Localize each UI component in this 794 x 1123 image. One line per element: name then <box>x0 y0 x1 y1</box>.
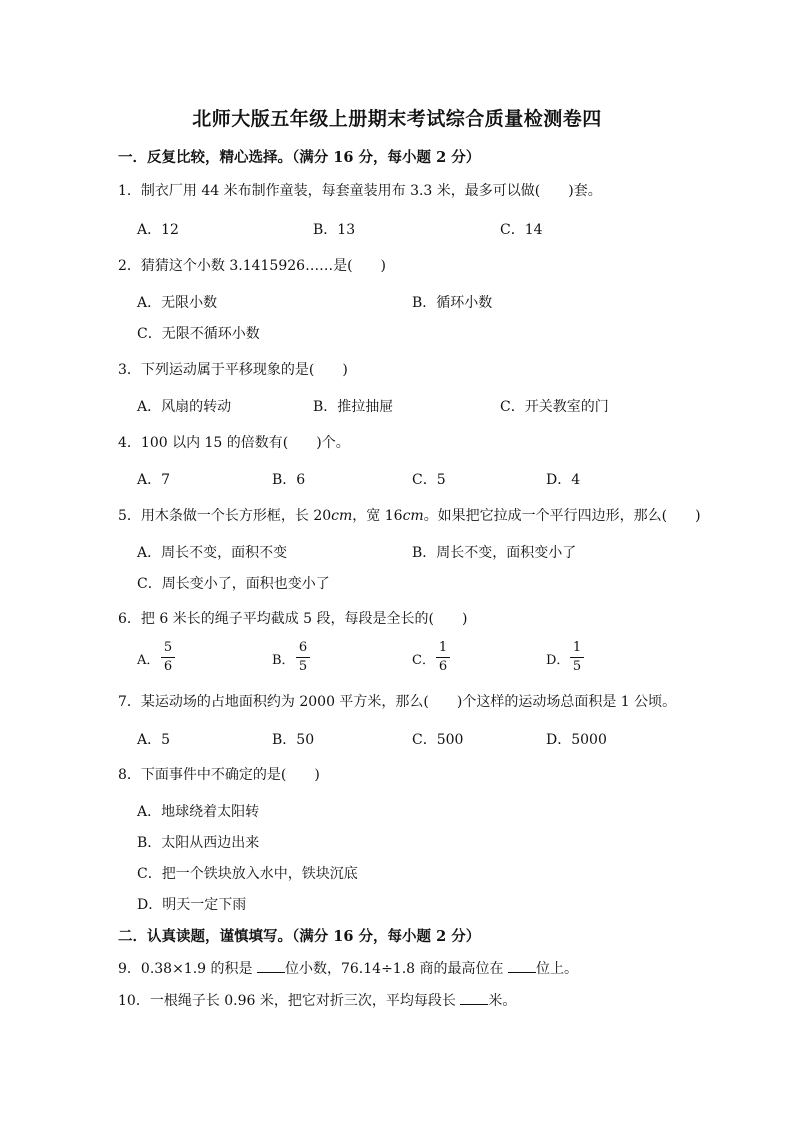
page-title: 北师大版五年级上册期末考试综合质量检测卷四 <box>192 108 602 130</box>
q1-option-a: A．12 <box>137 222 179 238</box>
question-2: 2．猜猜这个小数 3.1415926……是( ) <box>118 258 386 274</box>
q4-option-a: A．7 <box>137 472 171 488</box>
unit-cm: cm <box>402 508 424 524</box>
question-5: 5．用木条做一个长方形框，长 20cm，宽 16cm。如果把它拉成一个平行四边形，那么( ) <box>118 508 701 524</box>
q5-option-c: C．周长变小了，面积也变小了 <box>137 576 330 592</box>
q4-option-c: C．5 <box>412 472 446 488</box>
q8-option-c: C．把一个铁块放入水中，铁块沉底 <box>137 866 358 882</box>
q1-option-b: B．13 <box>313 222 356 238</box>
q2-option-c: C．无限不循环小数 <box>137 326 260 342</box>
q7-option-d: D．5000 <box>546 732 607 748</box>
q3-option-b: B．推拉抽屉 <box>313 399 394 415</box>
q8-option-d: D．明天一定下雨 <box>137 897 247 913</box>
exam-page: 北师大版五年级上册期末考试综合质量检测卷四 一．反复比较，精心选择。（满分 16 分，每小题 2 分） 1．制衣厂用 44 米布制作童装，每套童装用布 3.3 米，最多可以做( )套。 A．12 B．13 C．14 2．猜猜这个小数 3.1415926……是( ) A．无限小数 B．循环小数 C．无限不循环小数 3．下列运动属于平移现象的是( ) A．风扇的转动 B．推拉抽屉 C．开关教室的门 4．100 以内 15 的倍数有( )个。 A．7 B．6 C．5 D．4 5．用木条做一个长方形框，长 20cm，宽 16cm。如果把它拉成一个平行四边形，那么( ) A．周长不变，面积不变 B．周长不变，面积变小了 C．周长变小了，面积也变小了 6．把 6 米长的绳子平均截成 5 段，每段是全长的( ) A． 5 6 B． 6 5 C． 1 6 D． 1 5 7．某运动场的占地面积约为 2000 平方米，那么( )个这样的运动场总面积是 1 公顷。 A．5 B．50 C．500 D．5000 8．下面事件中不确定的是( ) A．地球绕着太阳转 B．太阳从西边出来 C．把一个铁块放入水中，铁块沉底 D．明天一定下雨 二．认真读题，谨慎填写。（满分 16 分，每小题 2 分） 9．0.38×1.9 的积是 位小数，76.14÷1.8 商的最高位在 位上。 10．一根绳子长 0.96 米，把它对折三次，平均每段长 米。 <box>0 0 794 1123</box>
question-9: 9．0.38×1.9 的积是 位小数，76.14÷1.8 商的最高位在 位上。 <box>118 961 578 977</box>
answer-blank[interactable] <box>508 960 536 973</box>
answer-blank[interactable] <box>460 992 488 1005</box>
q5-option-a: A．周长不变，面积不变 <box>137 545 288 561</box>
q5-option-b: B．周长不变，面积变小了 <box>412 545 577 561</box>
q1-option-c: C．14 <box>500 222 543 238</box>
question-10: 10．一根绳子长 0.96 米，把它对折三次，平均每段长 米。 <box>118 993 517 1009</box>
q7-option-b: B．50 <box>272 732 315 748</box>
q4-option-d: D．4 <box>546 472 581 488</box>
q7-option-a: A．5 <box>137 732 171 748</box>
q7-option-c: C．500 <box>412 732 464 748</box>
q8-option-b: B．太阳从西边出来 <box>137 835 260 851</box>
fraction: 6 5 <box>296 641 310 674</box>
fraction: 5 6 <box>161 641 175 674</box>
q3-option-a: A．风扇的转动 <box>137 399 232 415</box>
q2-option-a: A．无限小数 <box>137 295 218 311</box>
question-8: 8．下面事件中不确定的是( ) <box>118 767 320 783</box>
answer-blank[interactable] <box>257 960 285 973</box>
fraction: 1 6 <box>436 641 450 674</box>
question-1: 1．制衣厂用 44 米布制作童装，每套童装用布 3.3 米，最多可以做( )套。 <box>118 183 602 199</box>
fraction: 1 5 <box>570 641 584 674</box>
q2-option-b: B．循环小数 <box>412 295 493 311</box>
question-7: 7．某运动场的占地面积约为 2000 平方米，那么( )个这样的运动场总面积是 1 公顷。 <box>118 694 677 710</box>
question-6: 6．把 6 米长的绳子平均截成 5 段，每段是全长的( ) <box>118 611 468 627</box>
question-4: 4．100 以内 15 的倍数有( )个。 <box>118 435 350 451</box>
question-3: 3．下列运动属于平移现象的是( ) <box>118 362 348 378</box>
section-heading-1: 一．反复比较，精心选择。（满分 16 分，每小题 2 分） <box>118 149 481 166</box>
q4-option-b: B．6 <box>272 472 306 488</box>
q8-option-a: A．地球绕着太阳转 <box>137 804 260 820</box>
q3-option-c: C．开关教室的门 <box>500 399 609 415</box>
section-heading-2: 二．认真读题，谨慎填写。（满分 16 分，每小题 2 分） <box>118 928 481 945</box>
unit-cm: cm <box>331 508 353 524</box>
